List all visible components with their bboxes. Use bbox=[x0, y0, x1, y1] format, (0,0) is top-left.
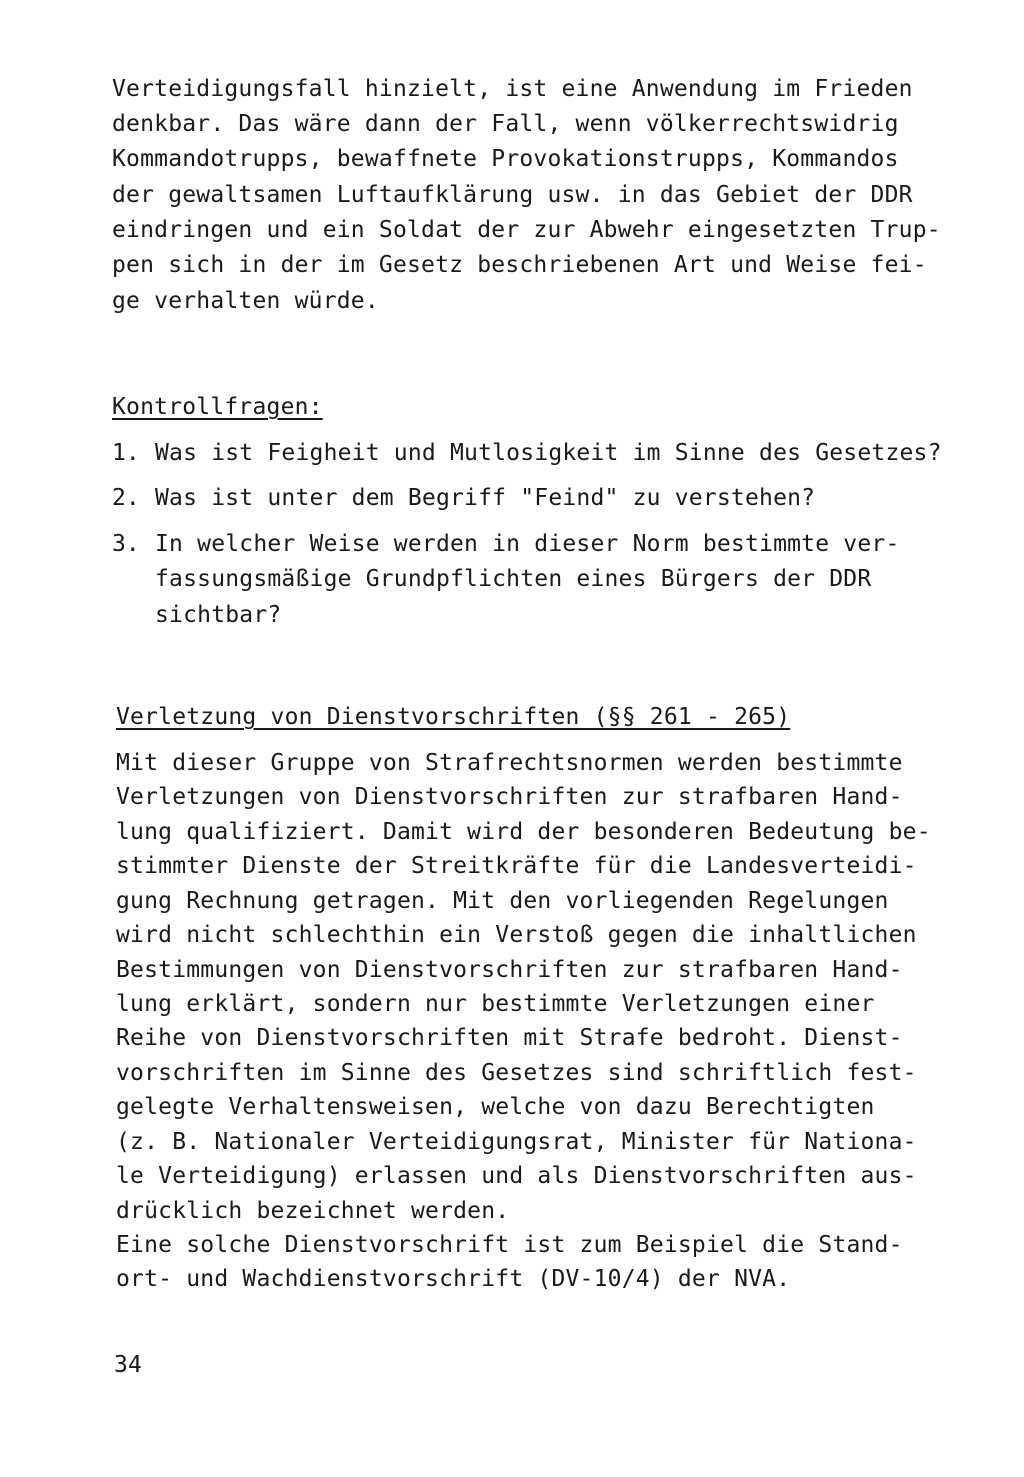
intro-line: pen sich in der im Gesetz beschriebenen Art und Weise fei- bbox=[112, 252, 927, 278]
section-line: ort- und Wachdienstvorschrift (DV-10/4) der NVA. bbox=[116, 1266, 791, 1292]
section-line: wird nicht schlechthin ein Verstoß gegen die inhaltlichen bbox=[116, 922, 917, 948]
question-line: In welcher Weise werden in dieser Norm bestimmte ver- bbox=[155, 531, 900, 557]
section-line: vorschriften im Sinne des Gesetzes sind schriftlich fest- bbox=[116, 1060, 917, 1086]
section-line: lung erklärt, sondern nur bestimmte Verletzungen einer bbox=[116, 991, 875, 1017]
section-line: (z. B. Nationaler Verteidigungsrat, Minister für Nationa- bbox=[116, 1129, 917, 1155]
questions-heading: Kontrollfragen: bbox=[112, 394, 323, 420]
intro-line: Verteidigungsfall hinzielt, ist eine Anwendung im Frieden bbox=[112, 76, 913, 102]
question-line: Was ist unter dem Begriff "Feind" zu verstehen? bbox=[155, 485, 816, 511]
question-number: 2. bbox=[112, 485, 140, 511]
intro-line: Kommandotrupps, bewaffnete Provokationstrupps, Kommandos bbox=[112, 146, 899, 172]
section-line: Bestimmungen von Dienstvorschriften zur strafbaren Hand- bbox=[116, 957, 903, 983]
question-line: sichtbar? bbox=[155, 602, 282, 628]
section-heading: Verletzung von Dienstvorschriften (§§ 261 - 265) bbox=[116, 704, 791, 730]
intro-line: denkbar. Das wäre dann der Fall, wenn völkerrechtswidrig bbox=[112, 111, 899, 137]
section-line: Eine solche Dienstvorschrift ist zum Beispiel die Stand- bbox=[116, 1232, 903, 1258]
section-line: le Verteidigung) erlassen und als Dienstvorschriften aus- bbox=[116, 1163, 917, 1189]
question-number: 3. bbox=[112, 531, 140, 557]
intro-line: der gewaltsamen Luftaufklärung usw. in das Gebiet der DDR bbox=[112, 182, 913, 208]
section-line: lung qualifiziert. Damit wird der besonderen Bedeutung be- bbox=[116, 819, 931, 845]
question-line: Was ist Feigheit und Mutlosigkeit im Sinne des Gesetzes? bbox=[155, 440, 942, 466]
section-line: stimmter Dienste der Streitkräfte für die Landesverteidi- bbox=[116, 853, 917, 879]
section-line: Verletzungen von Dienstvorschriften zur strafbaren Hand- bbox=[116, 784, 903, 810]
intro-line: ge verhalten würde. bbox=[112, 288, 379, 314]
section-line: gung Rechnung getragen. Mit den vorliegenden Regelungen bbox=[116, 888, 889, 914]
section-line: gelegte Verhaltensweisen, welche von dazu Berechtigten bbox=[116, 1094, 875, 1120]
intro-line: eindringen und ein Soldat der zur Abwehr eingesetzten Trup- bbox=[112, 217, 941, 243]
question-line: fassungsmäßige Grundpflichten eines Bürgers der DDR bbox=[155, 566, 872, 592]
section-line: Mit dieser Gruppe von Strafrechtsnormen werden bestimmte bbox=[116, 750, 903, 776]
section-line: Reihe von Dienstvorschriften mit Strafe bedroht. Dienst- bbox=[116, 1025, 903, 1051]
section-line: drücklich bezeichnet werden. bbox=[116, 1198, 510, 1224]
page-number: 34 bbox=[114, 1352, 143, 1378]
question-number: 1. bbox=[112, 440, 140, 466]
